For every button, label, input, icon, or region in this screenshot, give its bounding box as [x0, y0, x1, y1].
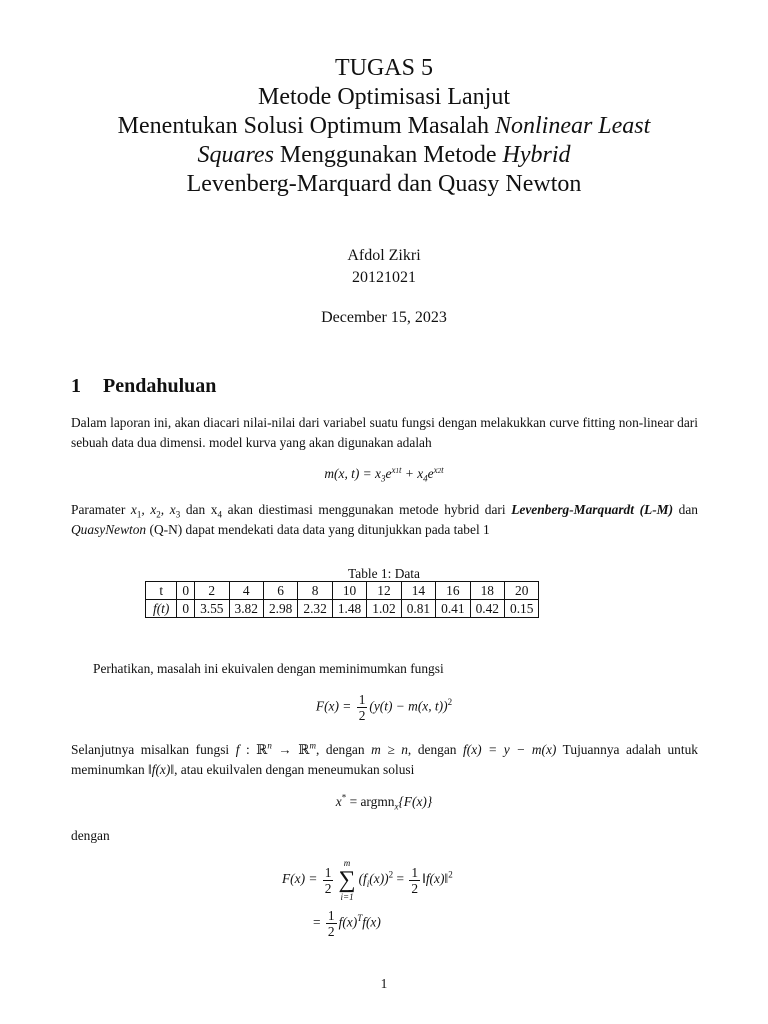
- eq-exponent: 2: [448, 869, 453, 880]
- method-name-qn: QuasyNewton: [71, 522, 147, 537]
- section-title: Pendahuluan: [103, 375, 217, 397]
- author-name: Afdol Zikri: [347, 247, 421, 264]
- eq-text: + x: [401, 466, 424, 481]
- frac-num: 1: [358, 692, 366, 707]
- eq-text: e: [427, 466, 434, 481]
- page-number: 1: [380, 976, 388, 991]
- minimize-paragraph: Perhatikan, masalah ini ekuivalen dengan meminimumkan fungsi: [93, 661, 444, 676]
- frac-num: 1: [411, 864, 419, 880]
- eq-text: m(x, t) = x: [324, 466, 381, 481]
- math-var: f: [235, 742, 240, 757]
- title-italic-text: Squares: [197, 142, 274, 168]
- table-cell-ft: 0.81: [401, 600, 435, 618]
- title-line-2: Metode Optimisasi Lanjut: [258, 84, 510, 110]
- eq-text: =: [313, 914, 324, 930]
- eq-text: F(x) =: [315, 698, 355, 714]
- eq-text: ‖f(x)‖: [422, 871, 449, 887]
- eq-text: x: [391, 464, 396, 475]
- eq-sub: i: [366, 878, 370, 889]
- para-text: , atau ekuilvalen dengan meneumukan solusi: [174, 762, 415, 777]
- table-cell-ft: 1.48: [332, 600, 366, 618]
- math-sub: 2: [156, 509, 161, 520]
- para-text: Paramater: [71, 502, 131, 517]
- math-sub: 3: [175, 509, 181, 520]
- title-line-5: Levenberg-Marquard dan Quasy Newton: [186, 171, 582, 197]
- table-row: [146, 600, 539, 618]
- table-cell-ft: 3.82: [229, 600, 263, 618]
- para-text: , dengan: [316, 742, 372, 757]
- para-text: Tujuannya adalah untuk meminumkan: [71, 742, 698, 777]
- eq-text: =: [393, 871, 408, 887]
- table-cell-t: 0: [177, 582, 195, 600]
- eq-text: = argmn: [346, 794, 395, 809]
- method-name-lm: Levenberg-Marquardt (L-M): [511, 502, 674, 517]
- parameters-paragraph: [71, 500, 698, 540]
- table-cell-t: 14: [401, 582, 435, 600]
- eq-exponent: [391, 465, 401, 475]
- eq-text: x: [433, 464, 438, 475]
- table-cell-t: 2: [195, 582, 229, 600]
- table-cell-t: 18: [470, 582, 504, 600]
- model-equation: [0, 464, 768, 484]
- section-number: 1: [71, 375, 81, 397]
- math-sub: 1: [136, 509, 142, 520]
- sigma-glyph: ∑: [338, 867, 356, 893]
- math-expr: ‖f(x)‖: [147, 762, 175, 777]
- frac-den: 2: [327, 924, 335, 939]
- para-text: (Q-N) dapat mendekati data data yang ditunjukkan pada tabel 1: [146, 522, 490, 537]
- title-text: Menggunakan Metode: [273, 142, 503, 168]
- table-row-label: t: [146, 582, 177, 600]
- math-var: x: [130, 502, 137, 517]
- title-line-4: [0, 141, 768, 170]
- eq-text: t: [398, 464, 402, 475]
- para-text: dan x: [180, 502, 218, 517]
- para-text: : ℝ: [239, 742, 268, 757]
- frac-den: 2: [411, 880, 419, 896]
- frac-den: 2: [358, 708, 366, 723]
- title-italic-text: Hybrid: [502, 142, 571, 168]
- eq-sub: 3: [381, 473, 386, 484]
- table-cell-ft: 0: [177, 600, 195, 618]
- eq-exponent: *: [341, 792, 347, 803]
- eq-exponent: T: [357, 913, 363, 924]
- author-id: 20121021: [352, 269, 416, 286]
- para-text: Selanjutnya misalkan fungsi: [71, 742, 236, 757]
- table-row: [146, 582, 539, 600]
- eq-exponent: 2: [447, 697, 453, 708]
- eq-sub: x: [394, 801, 399, 812]
- fraction: [326, 908, 337, 939]
- document-date: December 15, 2023: [321, 309, 447, 326]
- eq-text: (x)): [369, 871, 389, 887]
- eq-text: F(x) =: [282, 871, 321, 887]
- table-cell-t: 4: [229, 582, 263, 600]
- math-sub: 4: [217, 509, 222, 520]
- fraction: [409, 865, 420, 896]
- sum-lower-limit: i=1: [340, 892, 354, 902]
- table-cell-ft: 1.02: [367, 600, 401, 618]
- math-sup: m: [309, 740, 316, 751]
- para-text: akan diestimasi menggunakan metode hybrid dari: [221, 502, 512, 517]
- para-text: → ℝ: [271, 742, 310, 757]
- transpose-equation: [313, 908, 381, 939]
- eq-exponent: [434, 465, 444, 475]
- math-var: , x: [141, 502, 157, 517]
- title-line-1: TUGAS 5: [334, 55, 433, 81]
- eq-text: t: [441, 464, 444, 475]
- data-table: [145, 581, 539, 618]
- title-italic-text: Nonlinear Least: [494, 113, 651, 139]
- eq-text: f(x): [362, 914, 381, 930]
- eq-text: f(x): [338, 914, 358, 930]
- section-heading: [71, 373, 216, 399]
- sum-equation: [282, 858, 453, 902]
- title-block: [0, 54, 768, 199]
- title-text: Menentukan Solusi Optimum Masalah: [117, 113, 495, 139]
- table-cell-t: 6: [263, 582, 297, 600]
- frac-num: 1: [327, 908, 335, 923]
- eq-text: (f: [358, 871, 367, 887]
- eq-text: x: [335, 794, 342, 809]
- para-text: dan: [673, 502, 699, 517]
- summation-symbol: [338, 858, 355, 902]
- table-cell-ft: 2.32: [298, 600, 332, 618]
- frac-num: 1: [324, 864, 332, 880]
- author-block: [0, 245, 768, 289]
- objective-equation: [0, 692, 768, 723]
- math-expr: m ≥ n: [371, 742, 408, 757]
- title-line-3: [0, 112, 768, 141]
- table-cell-ft: 2.98: [263, 600, 297, 618]
- math-sup: n: [267, 740, 272, 751]
- frac-den: 2: [324, 880, 332, 896]
- eq-text: e: [385, 466, 392, 481]
- intro-paragraph: Dalam laporan ini, akan diacari nilai-nilai dari variabel suatu fungsi dengan melakukkan curve fitting non-linear dari sebuah data dua dimensi. model kurva yang akan digunakan adalah: [71, 415, 698, 450]
- table-row-label: f(t): [146, 600, 177, 618]
- math-expr: f(x) = y − m(x): [463, 742, 557, 757]
- eq-sub: 1: [395, 466, 399, 475]
- table-cell-ft: 3.55: [195, 600, 229, 618]
- table-cell-ft: 0.15: [505, 600, 539, 618]
- table-cell-t: 10: [332, 582, 366, 600]
- eq-text: {F(x)}: [398, 794, 433, 809]
- sum-upper-limit: m: [343, 858, 351, 868]
- eq-sub: 4: [423, 473, 428, 484]
- table-cell-ft: 0.41: [436, 600, 470, 618]
- function-definition-paragraph: [71, 740, 698, 780]
- argmin-equation: [0, 792, 768, 812]
- dengan-paragraph: dengan: [71, 828, 110, 843]
- para-text: , dengan: [407, 742, 464, 757]
- table-cell-t: 16: [436, 582, 470, 600]
- table-cell-t: 12: [367, 582, 401, 600]
- eq-text: (y(t) − m(x, t)): [369, 698, 448, 714]
- table-cell-t: 8: [298, 582, 332, 600]
- fraction: [323, 865, 334, 896]
- math-var: , x: [160, 502, 176, 517]
- table-caption: Table 1: Data: [348, 566, 420, 581]
- eq-exponent: 2: [388, 869, 394, 880]
- table-cell-t: 20: [505, 582, 539, 600]
- table-cell-ft: 0.42: [470, 600, 504, 618]
- eq-sub: 2: [437, 466, 442, 475]
- fraction: [357, 692, 368, 723]
